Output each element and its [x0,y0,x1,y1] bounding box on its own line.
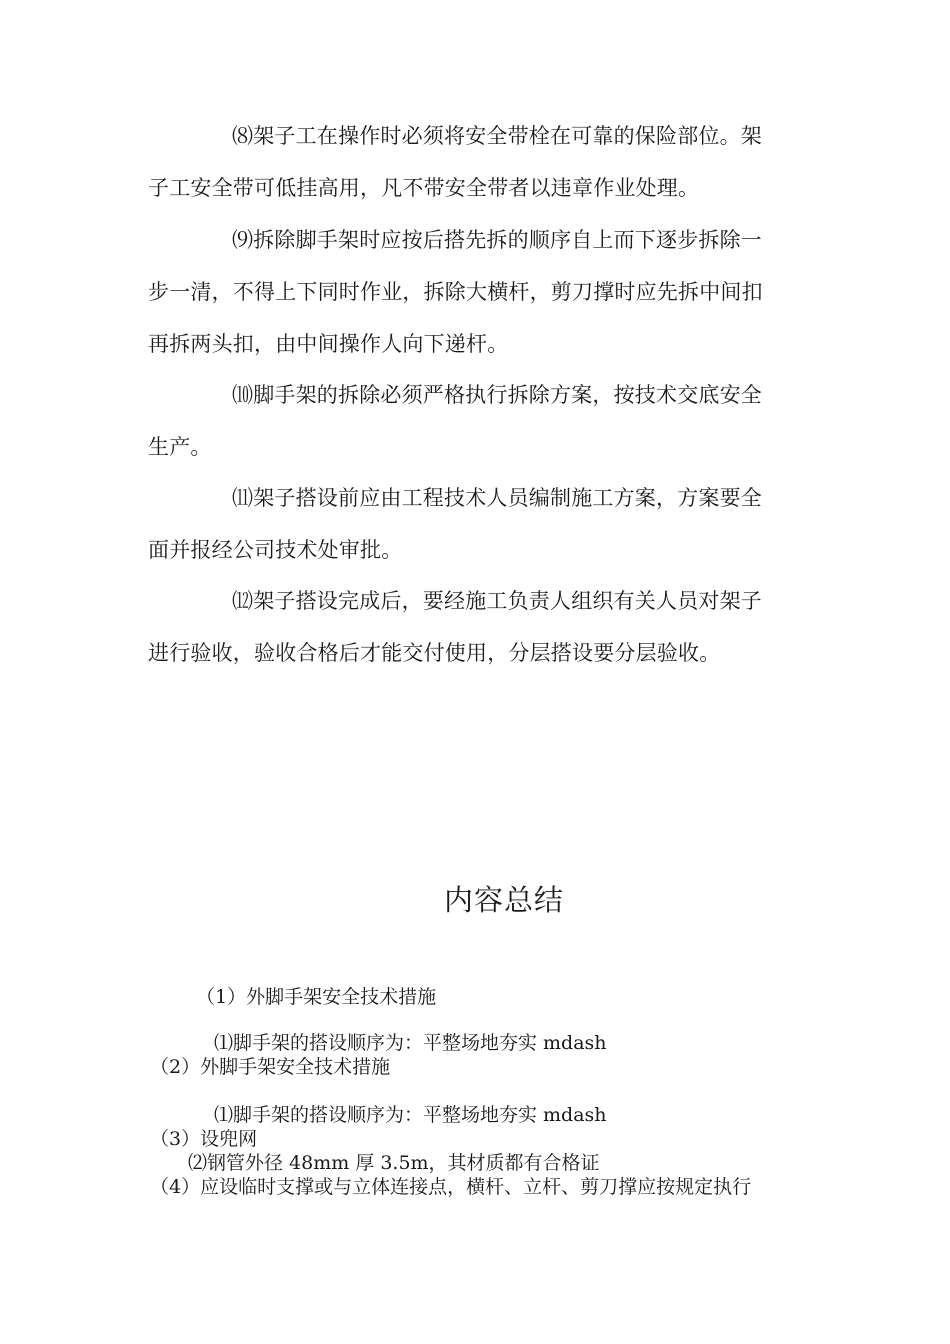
summary-item: （4）应设临时支撑或与立体连接点，横杆、立杆、剪刀撑应按规定执行 [150,1176,752,1198]
paragraph-item-11 [148,472,796,576]
summary-item: ⑴脚手架的搭设顺序为：平整场地夯实 mdash [214,1104,607,1126]
paragraph-line: 面并报经公司技术处审批。 [148,538,403,562]
paragraph-line: ⑽脚手架的拆除必须严格执行拆除方案，按技术交底安全 [232,383,762,407]
paragraph-item-9 [148,214,796,370]
summary-item: （1）外脚手架安全技术措施 [196,986,437,1008]
summary-item: ⑴脚手架的搭设顺序为：平整场地夯实 mdash [214,1032,607,1054]
paragraph-item-12 [148,575,796,679]
paragraph-item-10 [148,369,796,473]
paragraph-line: 步一清，不得上下同时作业，拆除大横杆，剪刀撑时应先拆中间扣 [148,280,763,304]
summary-item: （2）外脚手架安全技术措施 [150,1056,391,1078]
paragraph-line: 生产。 [148,435,212,459]
paragraph-line: ⑾架子搭设前应由工程技术人员编制施工方案，方案要全 [232,486,762,510]
summary-title: 内容总结 [443,883,564,917]
paragraph-line: ⑿架子搭设完成后，要经施工负责人组织有关人员对架子 [232,589,762,613]
paragraph-line: 子工安全带可低挂高用，凡不带安全带者以违章作业处理。 [148,176,700,200]
paragraph-line: ⑼拆除脚手架时应按后搭先拆的顺序自上而下逐步拆除一 [232,228,762,252]
paragraph-line: 再拆两头扣，由中间操作人向下递杆。 [148,332,509,356]
paragraph-item-8 [148,110,796,214]
paragraph-line: ⑻架子工在操作时必须将安全带栓在可靠的保险部位。架 [232,124,762,148]
summary-item: ⑵钢管外径 48mm 厚 3.5m，其材质都有合格证 [188,1152,600,1174]
summary-item: （3）设兜网 [150,1128,258,1150]
paragraph-line: 进行验收，验收合格后才能交付使用，分层搭设要分层验收。 [148,641,721,665]
